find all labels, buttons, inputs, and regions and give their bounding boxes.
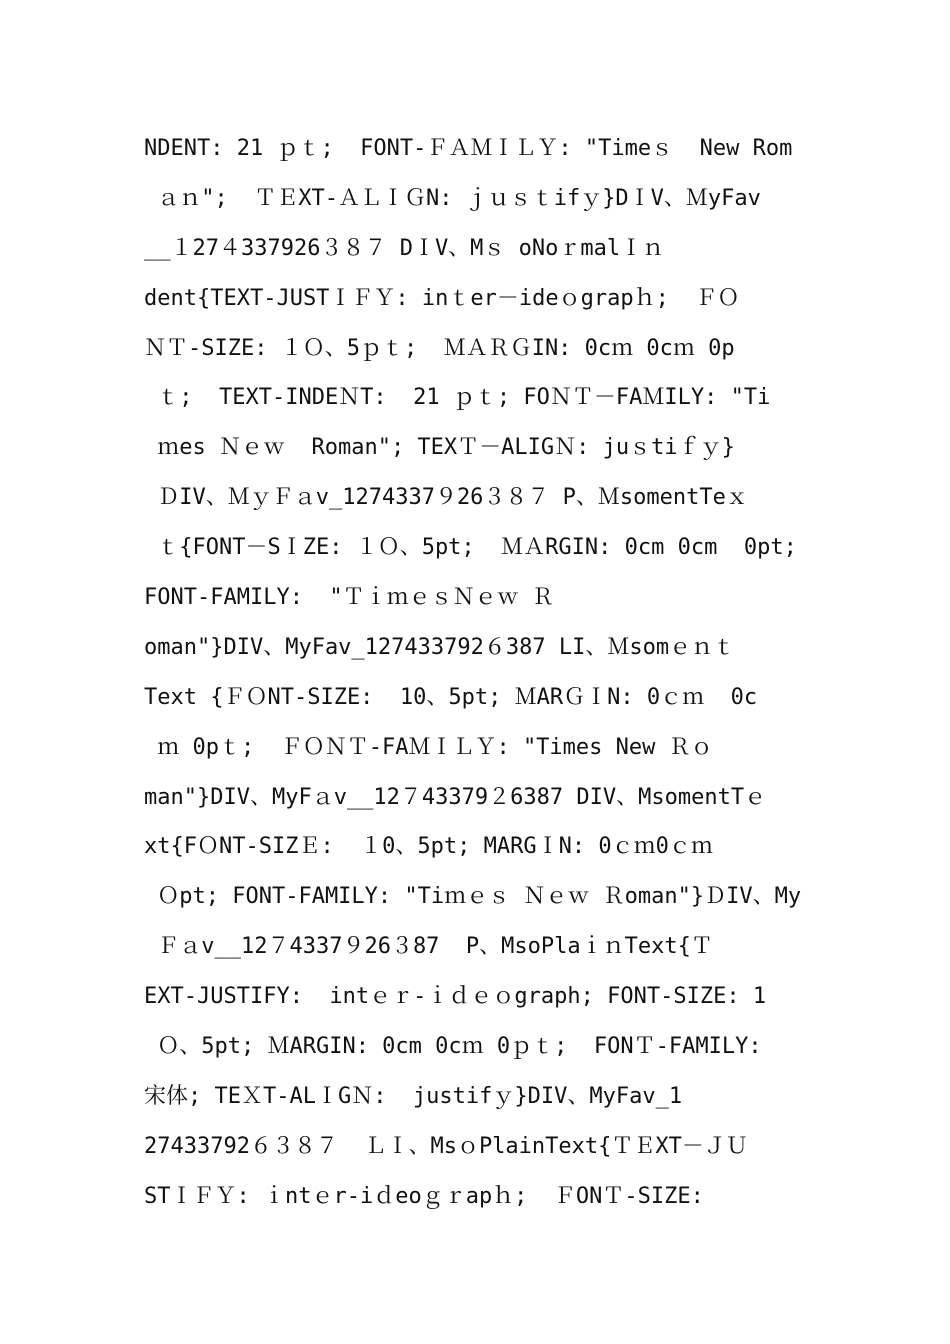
text-line: ｔ{FONT－SＩZE: １Ｏ、5pt; ＭＡRGIN: 0cm 0cm 0pt; bbox=[144, 535, 797, 561]
text-line: ｍes Ｎｅｗ Roman"; TEXＴ－ALIGＮ: juｓtiｆｙ} bbox=[144, 435, 735, 461]
text-line: STＩＦＹ: ｉntｅr-iｄeoｇｒapｈ; ＦONＴ-SIZE: bbox=[144, 1183, 704, 1209]
text-line: Ｏ、5pt; ＭARGIN: 0cm 0cｍ 0ｐｔ; FONＴ-FAMILY: bbox=[144, 1034, 762, 1060]
text-line: ａｎ"; ＴＥXT-ＡＬＩＧN: ｊｕｓｔifｙ}DＩV、ＭyFav bbox=[144, 185, 761, 211]
text-line: 27433792６３８７ ＬＩ、MsｏPlainText{ＴＥXT－ＪＵ bbox=[144, 1133, 748, 1159]
text-line: EXT-JUSTIFY: intｅｒ-ｉｄｅｏgraph; FONT-SIZE: 1 bbox=[144, 984, 767, 1010]
text-line: oman"}DIV、MyFav_127433792６387 LI、Ｍsomｅｎｔ bbox=[144, 634, 736, 660]
text-line: Text {ＦＯNT-SIZE: 10、5pt; ＭARＧＩN: 0ｃｍ 0c bbox=[144, 684, 758, 710]
text-line: FONT-FAMILY: "ＴｉｍｅｓＮｅｗ Ｒ bbox=[144, 585, 554, 611]
text-line: ＮＴ-SIZE: １Ｏ、5ｐｔ; ＭＡＲＧIN: 0cｍ 0cｍ 0p bbox=[144, 335, 735, 361]
text-line: Ｏpt; FONT-FAMILY: "Tiｍｅｓ Ｎｅｗ Ｒoman"}ＤIV、My bbox=[144, 884, 802, 910]
text-line: ＤIV、ＭｙＦａv_1274337９26３８７ P、ＭsomentTeｘ bbox=[144, 485, 748, 511]
text-line: 宋体; TEＸT-ALＩGＮ: justifｙ}DIV、MyFav_1 bbox=[144, 1083, 683, 1109]
text-line: dent{TEXT-JUSTＩＦＹ: inｔer－ideｏgrapｈ; ＦＯ bbox=[144, 285, 740, 311]
text-line: Ｆａv__12７4337９26３87 P、MsoPlaｉｎText{Ｔ bbox=[144, 934, 713, 960]
text-line: __１27４337926３８７ DＩV、Mｓ oNoｒmalＩｎ bbox=[144, 235, 665, 261]
document-body-text bbox=[144, 124, 816, 1222]
text-line: man"}DIV、MyFａv__12７43379２6387 DIV、MsomentTｅ bbox=[144, 784, 767, 810]
text-line: xt{FＯNT-SIZＥ: １0、5pt; MARGＩN: 0ｃｍ0ｃｍ bbox=[144, 834, 713, 860]
text-line: ｍ 0pｔ; ＦＯＮＴ-FAＭＩＬＹ: "Times New Ｒｏ bbox=[144, 734, 713, 760]
text-line: NDENT: 21 ｐｔ; FONT-ＦＡＭＩＬＹ: "Timeｓ New Rom bbox=[144, 136, 793, 161]
text-line: ｔ; TEXT-INDEＮT: 21 ｐｔ; FOＮＴ－FAＭILY: "Ti bbox=[144, 385, 771, 411]
